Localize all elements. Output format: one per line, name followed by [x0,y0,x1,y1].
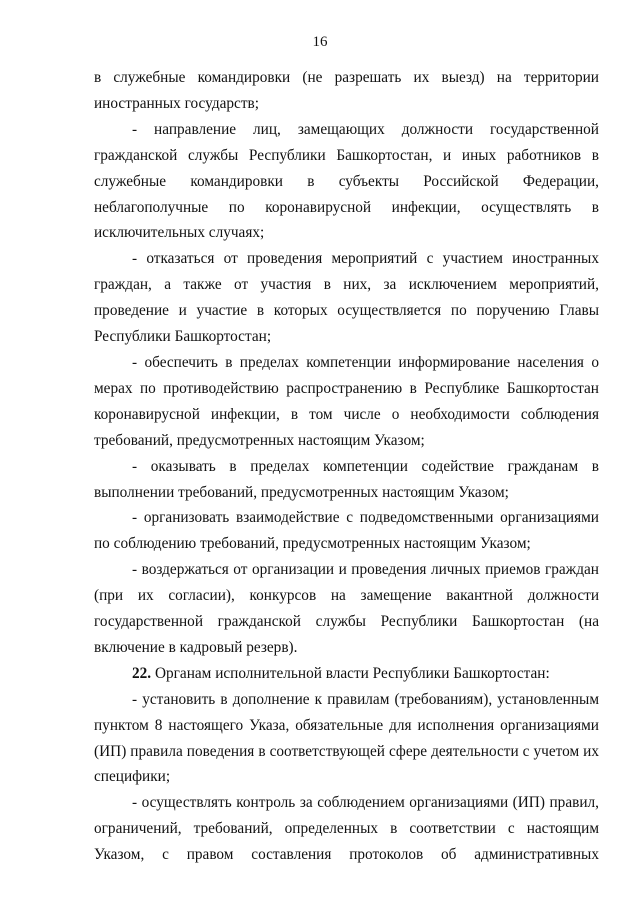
paragraph-foreign-events: - отказаться от проведения мероприятий с участием иностранных граждан, а также от участия в них, за исключением мероприятий, проведение и участие в которых осуществляется по поручению Главы Республики Башкортостан; [94,250,599,346]
section-number: 22. [132,664,152,682]
paragraph-assist-citizens: - оказывать в пределах компетенции содействие гражданам в выполнении требований, предусмотренных настоящим Указом; [94,457,599,501]
paragraph-establish-rules: - установить в дополнение к правилам (требованиям), установленным пунктом 8 настоящего Указа, обязательные для исполнения организациями (ИП) правила поведения в соответствующей сфере деятельности с учетом их специфики; [94,690,599,786]
document-body [94,65,599,868]
page-number: 16 [312,34,328,50]
section-22-text: Органам исполнительной власти Республики Башкортостан: [151,664,550,682]
section-22-heading [94,661,599,687]
paragraph-monitor-compliance: - осуществлять контроль за соблюдением организациями (ИП) правил, ограничений, требований, определенных в соответствии с настоящим Указом, с правом составления протоколов об административных [94,794,599,864]
paragraph-personal-receptions: - воздержаться от организации и проведения личных приемов граждан (при их согласии), конкурсов на замещение вакантной должности государственной гражданской службы Республики Башкортостан (на включение в кадровый резерв). [94,561,599,656]
paragraph-public-information: - обеспечить в пределах компетенции информирование населения о мерах по противодействию распространению в Республике Башкортостан коронавирусной инфекции, в том числе о необходимости соблюдения требований, предусмотренных настоящим Указом; [94,353,599,449]
paragraph-business-trips: - направление лиц, замещающих должности государственной гражданской службы Республики Башкортостан, и иных работников в служебные командировки в субъекты Российской Федерации, неблагополучные по коронавирусной инфекции, осуществлять в исключительных случаях; [94,120,599,242]
paragraph-subordinate-organizations: - организовать взаимодействие с подведомственными организациями по соблюдению требований, предусмотренных настоящим Указом; [94,509,599,553]
paragraph-foreign-trips-continuation: в служебные командировки (не разрешать их выезд) на территории иностранных государств; [94,69,599,112]
